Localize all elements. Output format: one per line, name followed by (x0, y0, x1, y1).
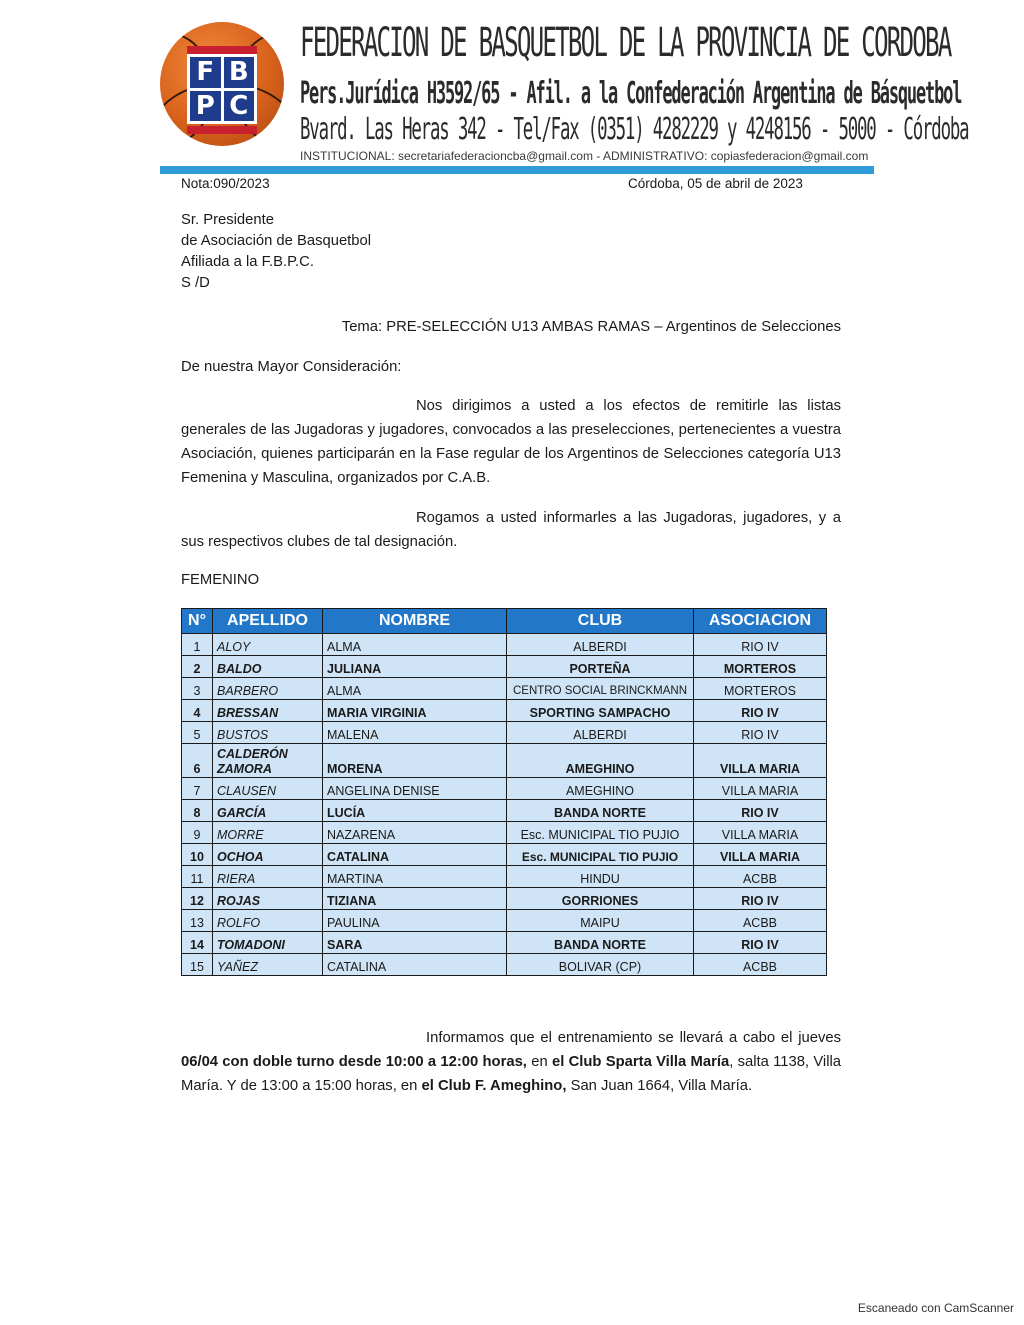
note-number: Nota:090/2023 (181, 176, 270, 191)
address-line: Afiliada a la F.B.P.C. (181, 254, 314, 270)
cell-nombre: SARA (323, 932, 507, 954)
cell-nombre: JULIANA (323, 656, 507, 678)
cell-nombre: NAZARENA (323, 822, 507, 844)
logo-letter: B (224, 57, 255, 88)
table-row (182, 678, 827, 700)
cell-number: 6 (182, 744, 213, 778)
cell-asociacion: RIO IV (694, 722, 827, 744)
table-row (182, 844, 827, 866)
cell-number: 13 (182, 910, 213, 932)
paragraph-request (181, 506, 841, 554)
cell-asociacion: ACBB (694, 910, 827, 932)
cell-asociacion: ACBB (694, 954, 827, 976)
cell-nombre: TIZIANA (323, 888, 507, 910)
cell-nombre: ALMA (323, 678, 507, 700)
table-row (182, 910, 827, 932)
cell-apellido: ALOY (213, 634, 323, 656)
cell-asociacion: ACBB (694, 866, 827, 888)
letterhead-title: FEDERACION DE BASQUETBOL DE LA PROVINCIA DE CORDOBA (300, 20, 951, 66)
training-text: Informamos que el entrenamiento se llevará a cabo el jueves (426, 1030, 841, 1046)
cell-asociacion: MORTEROS (694, 678, 827, 700)
cell-asociacion: MORTEROS (694, 656, 827, 678)
cell-club: Esc. MUNICIPAL TIO PUJIO (507, 822, 694, 844)
cell-club: MAIPU (507, 910, 694, 932)
cell-apellido: CLAUSEN (213, 778, 323, 800)
table-row (182, 656, 827, 678)
cell-number: 12 (182, 888, 213, 910)
header-number: N° (182, 609, 213, 634)
cell-number: 1 (182, 634, 213, 656)
cell-number: 8 (182, 800, 213, 822)
address-line: Sr. Presidente (181, 212, 274, 228)
cell-club: BANDA NORTE (507, 800, 694, 822)
salutation: De nuestra Mayor Consideración: (181, 359, 402, 375)
training-schedule: 06/04 con doble turno desde 10:00 a 12:00 horas, (181, 1054, 527, 1070)
cell-asociacion: VILLA MARIA (694, 744, 827, 778)
cell-apellido: MORRE (213, 822, 323, 844)
table-row (182, 932, 827, 954)
cell-club: CENTRO SOCIAL BRINCKMANN (507, 678, 694, 700)
table-row (182, 722, 827, 744)
paragraph-training (181, 1026, 841, 1098)
cell-number: 15 (182, 954, 213, 976)
training-venue-1: el Club Sparta Villa María (551, 1054, 730, 1070)
cell-nombre: MORENA (323, 744, 507, 778)
letterhead-divider (160, 166, 874, 174)
cell-number: 4 (182, 700, 213, 722)
address-line: S /D (181, 275, 210, 291)
scanner-watermark: Escaneado con CamScanner (857, 1301, 1014, 1315)
cell-asociacion: VILLA MARIA (694, 778, 827, 800)
cell-nombre: CATALINA (323, 954, 507, 976)
subject-line: Tema: PRE-SELECCIÓN U13 AMBAS RAMAS – Argentinos de Selecciones (341, 319, 841, 335)
cell-nombre: MARIA VIRGINIA (323, 700, 507, 722)
cell-club: PORTEÑA (507, 656, 694, 678)
cell-apellido: RIERA (213, 866, 323, 888)
table-row (182, 700, 827, 722)
cell-asociacion: VILLA MARIA (694, 844, 827, 866)
cell-asociacion: RIO IV (694, 700, 827, 722)
cell-asociacion: RIO IV (694, 634, 827, 656)
training-text: en (526, 1054, 552, 1070)
section-heading: FEMENINO (181, 572, 260, 588)
table-row (182, 822, 827, 844)
cell-club: SPORTING SAMPACHO (507, 700, 694, 722)
cell-apellido: BRESSAN (213, 700, 323, 722)
cell-asociacion: RIO IV (694, 800, 827, 822)
header-club: CLUB (507, 609, 694, 634)
address-line: de Asociación de Basquetbol (181, 233, 372, 249)
header-asociacion: ASOCIACION (694, 609, 827, 634)
cell-number: 7 (182, 778, 213, 800)
letter-date: Córdoba, 05 de abril de 2023 (628, 176, 803, 191)
logo-letter: F (190, 57, 221, 88)
cell-apellido: BARBERO (213, 678, 323, 700)
cell-number: 11 (182, 866, 213, 888)
header-apellido: APELLIDO (213, 609, 323, 634)
letterhead-legal-line: Pers.Jurídica H3592/65 - Afil. a la Confederación Argentina de Básquetbol (300, 76, 962, 111)
cell-club: AMEGHINO (507, 744, 694, 778)
table-row (182, 888, 827, 910)
cell-apellido: OCHOA (213, 844, 323, 866)
cell-nombre: LUCÍA (323, 800, 507, 822)
cell-club: BOLIVAR (CP) (507, 954, 694, 976)
cell-apellido: ROJAS (213, 888, 323, 910)
cell-club: GORRIONES (507, 888, 694, 910)
table-row (182, 744, 827, 778)
cell-number: 14 (182, 932, 213, 954)
cell-club: ALBERDI (507, 634, 694, 656)
cell-apellido: BALDO (213, 656, 323, 678)
cell-apellido: ROLFO (213, 910, 323, 932)
table-row (182, 954, 827, 976)
cell-club: Esc. MUNICIPAL TIO PUJIO (507, 844, 694, 866)
logo-letter: P (190, 91, 221, 122)
paragraph-intro-text: Nos dirigimos a usted a los efectos de remitirle las listas generales de las Jugadoras y jugadores, convocados a las preselecciones, pertenecientes a vuestra Asociación, quienes participarán en la Fase regular de los Argentinos de Selecciones categoría U13 Femenina y Masculina, organizados por C.A.B. (181, 398, 841, 486)
cell-apellido: BUSTOS (213, 722, 323, 744)
cell-nombre: MARTINA (323, 866, 507, 888)
cell-club: BANDA NORTE (507, 932, 694, 954)
recipient-address (181, 210, 841, 294)
cell-club: HINDU (507, 866, 694, 888)
cell-apellido: CALDERÓN ZAMORA (213, 744, 323, 778)
training-venue-2: el Club F. Ameghino, (421, 1078, 567, 1094)
logo-letter: C (224, 91, 255, 122)
cell-number: 5 (182, 722, 213, 744)
cell-nombre: ANGELINA DENISE (323, 778, 507, 800)
letterhead-emails: INSTITUCIONAL: secretariafederacioncba@gmail.com - ADMINISTRATIVO: copiasfederacion@gmail.com (300, 149, 869, 163)
table-row (182, 866, 827, 888)
cell-apellido: YAÑEZ (213, 954, 323, 976)
cell-club: ALBERDI (507, 722, 694, 744)
cell-apellido: TOMADONI (213, 932, 323, 954)
table-header-row (182, 609, 827, 634)
training-text: , salta 1138, Villa María. Y de 13:00 a 15:00 horas, en (181, 1054, 842, 1094)
paragraph-request-text: Rogamos a usted informarles a las Jugadoras, jugadores, y a sus respectivos clubes de tal designación. (181, 510, 841, 550)
cell-number: 10 (182, 844, 213, 866)
table-row (182, 778, 827, 800)
header-nombre: NOMBRE (323, 609, 507, 634)
cell-club: AMEGHINO (507, 778, 694, 800)
cell-asociacion: RIO IV (694, 932, 827, 954)
cell-nombre: PAULINA (323, 910, 507, 932)
cell-nombre: CATALINA (323, 844, 507, 866)
cell-apellido: GARCÍA (213, 800, 323, 822)
cell-nombre: MALENA (323, 722, 507, 744)
cell-asociacion: RIO IV (694, 888, 827, 910)
cell-number: 9 (182, 822, 213, 844)
training-text: San Juan 1664, Villa María. (566, 1078, 753, 1094)
paragraph-intro (181, 394, 841, 490)
cell-number: 2 (182, 656, 213, 678)
cell-nombre: ALMA (323, 634, 507, 656)
roster-table (181, 608, 827, 976)
table-row (182, 800, 827, 822)
fbpc-logo (160, 22, 284, 146)
cell-number: 3 (182, 678, 213, 700)
letterhead-address-line: Bvard. Las Heras 342 - Tel/Fax (0351) 4282229 y 4248156 - 5000 - Córdoba (300, 112, 969, 147)
cell-asociacion: VILLA MARIA (694, 822, 827, 844)
table-row (182, 634, 827, 656)
